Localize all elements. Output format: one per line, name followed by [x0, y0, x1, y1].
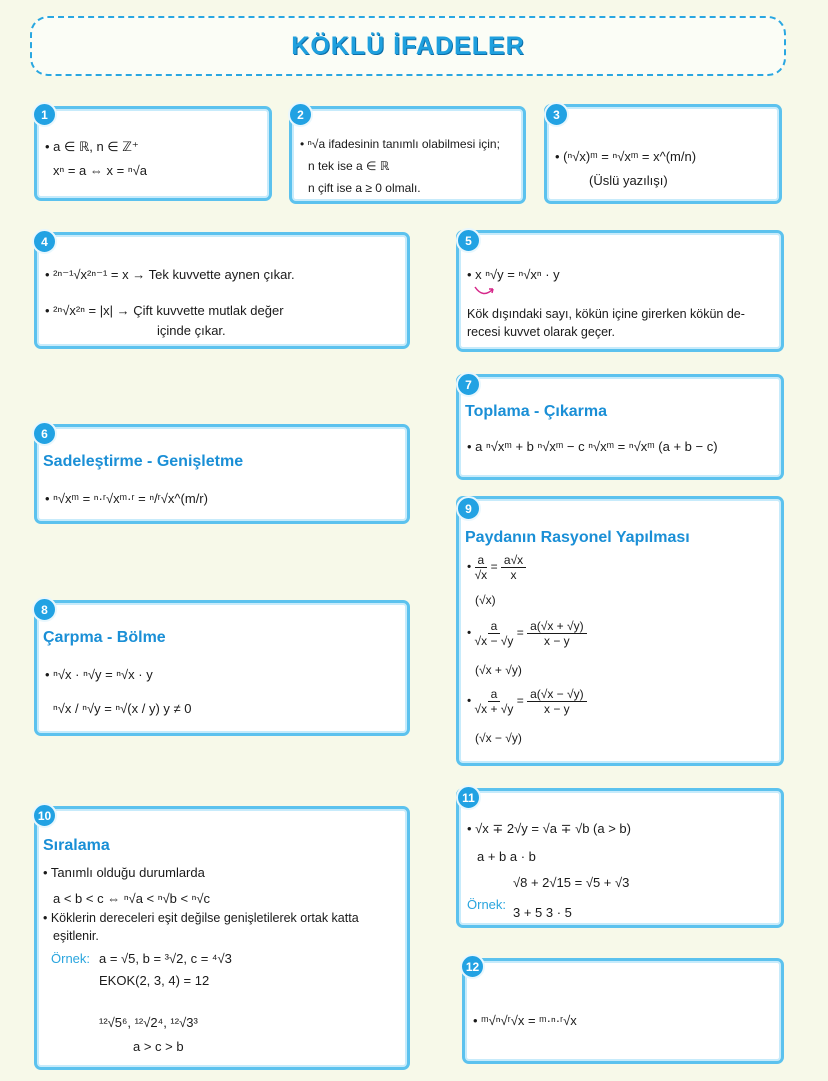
card-6-heading: Sadeleştirme - Genişletme — [43, 453, 244, 470]
card-8 — [34, 600, 410, 736]
rationalize-row-3: • $\frac{a}{√x + √y}$ = $\frac{a(√x - √y)}{x - y}$ — [467, 687, 587, 716]
card-10 — [34, 806, 410, 1070]
card-10-line-6: EKOK(2, 3, 4) = 12 — [99, 973, 210, 988]
r2-mul: (√x + √y) — [475, 663, 522, 677]
card-10-line-4: eşitlenir. — [53, 929, 99, 943]
card-6 — [34, 424, 410, 524]
card-2-line-1: • ⁿ√a ifadesinin tanımlı olabilmesi için; — [300, 137, 500, 151]
r3-mul: (√x − √y) — [475, 731, 522, 745]
title-box — [30, 16, 786, 76]
card-7-line-1: • a ⁿ√xᵐ + b ⁿ√xᵐ − c ⁿ√xᵐ = ⁿ√xᵐ (a + b − c) — [467, 439, 718, 454]
card-3-line-1: • (ⁿ√x)ᵐ = ⁿ√xᵐ = x^(m/n) — [555, 149, 697, 164]
rationalize-row-2: • $\frac{a}{√x - √y}$ = $\frac{a(√x + √y)}{x - y}$ — [467, 619, 587, 648]
card-1-line-1: • a ∈ ℝ, n ∈ ℤ⁺ — [45, 139, 139, 154]
card-7-heading: Toplama - Çıkarma — [465, 403, 607, 420]
badge-12: 12 — [460, 954, 485, 979]
card-9 — [456, 496, 784, 766]
badge-8: 8 — [32, 597, 57, 622]
badge-6: 6 — [32, 421, 57, 446]
card-11-ornek: Örnek: — [467, 897, 507, 912]
badge-10: 10 — [32, 803, 57, 828]
card-11-line-1: • √x ∓ 2√y = √a ∓ √b (a > b) — [467, 821, 631, 836]
r3-res-den: x − y — [544, 702, 570, 716]
card-10-heading: Sıralama — [43, 837, 110, 854]
badge-7: 7 — [456, 372, 481, 397]
r1-res-num: a√x — [501, 553, 526, 568]
card-7 — [456, 374, 784, 480]
r1-res-den: x — [510, 568, 517, 582]
card-5 — [456, 230, 784, 352]
card-11-line-3: √8 + 2√15 = √5 + √3 — [513, 875, 630, 890]
card-10-line-7: ¹²√5⁶, ¹²√2⁴, ¹²√3³ — [99, 1015, 198, 1030]
badge-2: 2 — [288, 102, 313, 127]
card-10-line-2: a < b < c ⇔ ⁿ√a < ⁿ√b < ⁿ√c — [53, 891, 211, 906]
r2-res-den: x − y — [544, 634, 570, 648]
card-11-line-2: a + b a · b — [477, 849, 536, 864]
card-9-heading: Paydanın Rasyonel Yapılması — [465, 529, 690, 546]
card-2 — [289, 106, 526, 204]
badge-4: 4 — [32, 229, 57, 254]
card-4 — [34, 232, 410, 349]
badge-9: 9 — [456, 496, 481, 521]
r3-res-num: a(√x − √y) — [527, 687, 587, 702]
r2-num: a — [488, 619, 501, 634]
rationalize-row-1: • $\frac{a}{√x}$ = $\frac{a√x}{x}$ — [467, 553, 526, 582]
r1-mul: (√x) — [475, 593, 496, 607]
card-2-line-3: n çift ise a ≥ 0 olmalı. — [308, 181, 421, 195]
badge-3: 3 — [544, 102, 569, 127]
r1-den: √x — [474, 568, 488, 582]
card-10-line-5: a = √5, b = ³√2, c = ⁴√3 — [99, 951, 232, 966]
card-3 — [544, 104, 782, 204]
card-3-line-2: (Üslü yazılışı) — [589, 173, 668, 188]
card-12 — [462, 958, 784, 1064]
card-10-ornek: Örnek: — [51, 951, 91, 966]
card-1-line-2: xⁿ = a ⇔ x = ⁿ√a — [53, 163, 147, 178]
page-title: KÖKLÜ İFADELER — [291, 31, 525, 60]
badge-11: 11 — [456, 785, 481, 810]
r2-res-num: a(√x + √y) — [527, 619, 587, 634]
card-4-line-1: • ²ⁿ⁻¹√x²ⁿ⁻¹ = x → Tek kuvvette aynen çıkar. — [45, 267, 295, 282]
badge-1: 1 — [32, 102, 57, 127]
card-5-line-2: Kök dışındaki sayı, kökün içine girerken kökün de- — [467, 307, 745, 321]
card-12-line-1: • ᵐ√ⁿ√ʳ√x = ᵐ·ⁿ·ʳ√x — [473, 1013, 577, 1028]
card-5-line-1: • x ⁿ√y = ⁿ√xⁿ · y — [467, 267, 560, 282]
r2-den: √x − √y — [474, 634, 514, 648]
card-11-line-4: 3 + 5 3 · 5 — [513, 905, 572, 920]
card-8-line-1: • ⁿ√x · ⁿ√y = ⁿ√x · y — [45, 667, 153, 682]
card-2-line-2: n tek ise a ∈ ℝ — [308, 159, 390, 173]
card-8-line-2: ⁿ√x / ⁿ√y = ⁿ√(x / y) y ≠ 0 — [53, 701, 192, 716]
r3-den: √x + √y — [474, 702, 514, 716]
card-10-line-3: • Köklerin dereceleri eşit değilse genişletilerek ortak katta — [43, 911, 359, 925]
r1-num: a — [475, 553, 488, 568]
badge-5: 5 — [456, 228, 481, 253]
card-11 — [456, 788, 784, 928]
card-10-line-1: • Tanımlı olduğu durumlarda — [43, 865, 205, 880]
card-8-heading: Çarpma - Bölme — [43, 629, 166, 646]
card-6-line-1: • ⁿ√xᵐ = ⁿ·ʳ√xᵐ·ʳ = ⁿ/ʳ√x^(m/r) — [45, 491, 208, 506]
r3-num: a — [488, 687, 501, 702]
arrow-curve-icon — [473, 285, 497, 299]
card-5-line-3: recesi kuvvet olarak geçer. — [467, 325, 615, 339]
card-4-line-3: içinde çıkar. — [157, 323, 226, 338]
card-4-line-2: • ²ⁿ√x²ⁿ = |x| → Çift kuvvette mutlak değer — [45, 303, 284, 318]
card-10-line-8: a > c > b — [133, 1039, 184, 1054]
card-1 — [34, 106, 272, 201]
